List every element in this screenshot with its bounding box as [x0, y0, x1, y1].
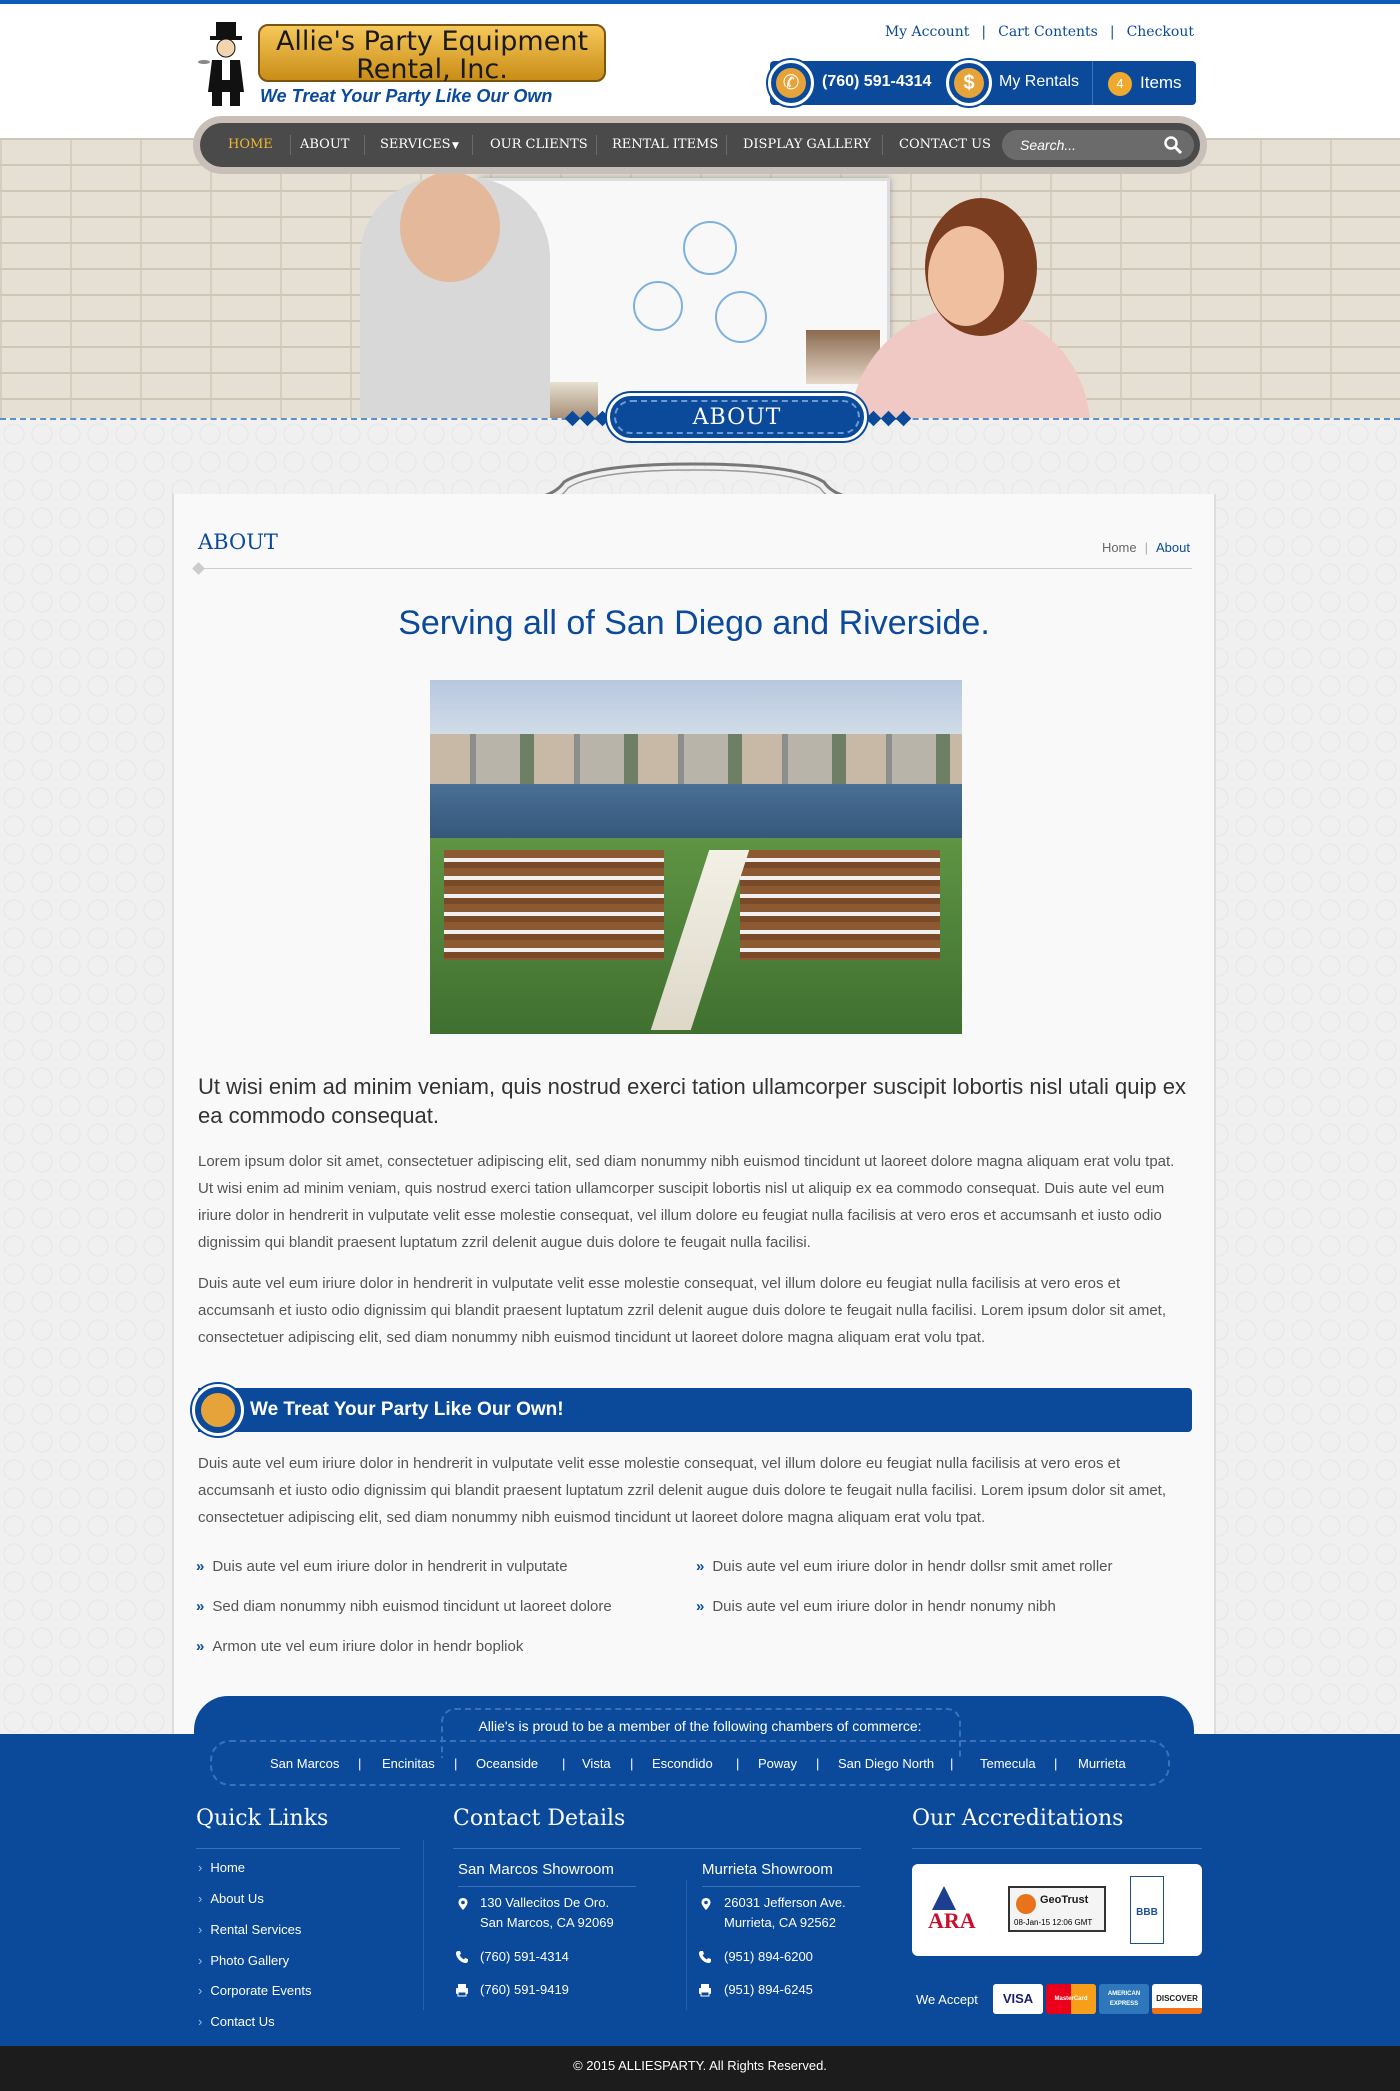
search-box [1002, 130, 1194, 160]
chamber-list [210, 1740, 1170, 1786]
chamber-encinitas[interactable]: Encinitas [382, 1756, 435, 1771]
accreditations-box [912, 1864, 1202, 1956]
svg-text:ARA: ARA [928, 1908, 976, 1933]
phone-icon [455, 1950, 469, 1964]
main-nav [200, 123, 1200, 167]
ara-logo[interactable] [926, 1882, 986, 1934]
chamber-oceanside[interactable]: Oceanside [476, 1756, 539, 1771]
photo-lake [430, 784, 962, 838]
body-paragraph-3: Duis aute vel eum iriure dolor in hendrerit in vulputate velit esse molestie consequat, vel illum dolore eu feugiat nulla facilisis at vero eros et accumsanh et iusto odio dignissim qui blandit praesent luptatum zzril delenit augue duis dolore te feugait nulla facilisi. Lorem ipsum dolor sit amet, consectetuer adipiscing elit, sed diam nonummy nibh euismod tincidunt ut laoreet dolore magna aliquam erat volu tpat. [198, 1455, 1167, 1526]
double-chevron-icon: » [696, 1598, 705, 1615]
nav-separator [472, 135, 473, 155]
chamber-san-marcos[interactable]: San Marcos [270, 1756, 340, 1771]
showroom2-fax: (951) 894-6245 [724, 1982, 813, 1997]
account-links [885, 24, 1194, 40]
nav-separator [726, 135, 727, 155]
mastercard-icon: MasterCard [1046, 1984, 1096, 2014]
phone-icon-badge [768, 60, 814, 106]
cart-items-link[interactable]: Items [1140, 73, 1182, 92]
content-panel [172, 494, 1216, 1744]
logo-plate [258, 24, 606, 85]
header-phone[interactable]: (760) 591-4314 [822, 73, 932, 90]
showroom1-fax: (760) 591-9419 [480, 1982, 569, 1997]
chevron-right-icon: › [198, 1983, 203, 1998]
dollar-icon-badge [946, 60, 992, 106]
footer-link-corporate-events[interactable]: › Corporate Events [198, 1983, 312, 1998]
geotrust-name: GeoTrust [1040, 1894, 1089, 1906]
map-pin-icon [456, 1897, 470, 1911]
chamber-title: Allie's is proud to be a member of the following chambers of commerce: [478, 1718, 922, 1734]
hero-banner [0, 138, 1400, 418]
chair-rows-left [444, 850, 664, 960]
section-heading: Serving all of San Diego and Riverside. [398, 604, 990, 642]
bullet-item: » Armon ute vel eum iriure dolor in hendr bopliok [196, 1638, 524, 1655]
party-icon [201, 1393, 235, 1427]
body-paragraph-1: Lorem ipsum dolor sit amet, consectetuer adipiscing elit, sed diam nonummy nibh euismod tincidunt ut laoreet dolore magna aliquam erat volu tpat. Ut wisi enim ad minim veniam, quis nostrud exerci tation ullamcorper suscipit lobortis nisl ut aliquip ex ea commodo consequat. Duis aute vel eum iriure dolor in hendrerit in vulputate velit esse molestie consequat, vel illum dolore eu feugiat nulla facilisis at vero eros et accumsanh et iusto odio dignissim qui blandit praesent luptatum zzril delenit augue duis dolore te feugait nulla facilisi. [198, 1153, 1175, 1251]
visa-card-icon: VISA [993, 1984, 1043, 2014]
chamber-separator: | [562, 1756, 566, 1771]
chamber-separator: | [816, 1756, 820, 1771]
bullet-item: » Duis aute vel eum iriure dolor in hendr nonumy nibh [696, 1598, 1056, 1615]
bullet-item: » Duis aute vel eum iriure dolor in hendr dollsr smit amet roller [696, 1558, 1113, 1575]
diamond-ornament-right [866, 411, 911, 425]
wedding-chairs-photo [430, 680, 962, 1034]
nav-separator [882, 135, 883, 155]
dollar-icon: $ [954, 68, 984, 98]
accreditations-title: Our Accreditations [912, 1806, 1124, 1831]
nav-separator [290, 135, 291, 155]
discover-card-icon: DISCOVER [1152, 1984, 1202, 2014]
footer-divider [458, 1886, 636, 1887]
bullet-item: » Duis aute vel eum iriure dolor in hendrerit in vulputate [196, 1558, 568, 1575]
double-chevron-icon: » [196, 1598, 205, 1615]
caret-down-icon: ▼ [452, 141, 459, 151]
showroom1-address-line1: 130 Vallecitos De Oro. [480, 1895, 610, 1910]
chamber-san-diego-north[interactable]: San Diego North [838, 1756, 935, 1771]
table-sketch [683, 221, 737, 275]
chamber-escondido[interactable]: Escondido [652, 1756, 713, 1771]
chamber-separator: | [1054, 1756, 1058, 1771]
bbb-label: BBB [1136, 1907, 1158, 1918]
nav-home[interactable]: HOME [228, 137, 273, 152]
banner-title: ABOUT [692, 405, 782, 430]
nav-separator [364, 135, 365, 155]
table-sketch [633, 281, 683, 331]
man-head [400, 172, 500, 282]
showroom2-phone[interactable]: (951) 894-6200 [724, 1949, 813, 1964]
site-logo[interactable] [198, 20, 618, 112]
page-title: ABOUT [198, 530, 278, 554]
showroom1-name: San Marcos Showroom [458, 1861, 614, 1878]
chamber-murrieta[interactable]: Murrieta [1078, 1756, 1126, 1771]
geotrust-check-icon [1016, 1894, 1036, 1914]
footer-link-home[interactable]: › Home [198, 1860, 246, 1875]
nav-about[interactable]: ABOUT [300, 137, 350, 152]
we-accept-label: We Accept [916, 1992, 978, 2007]
nav-display-gallery[interactable]: DISPLAY GALLERY [743, 137, 871, 152]
logo-line1: Allie's Party Equipment [275, 26, 589, 57]
nav-separator [596, 135, 597, 155]
cart-contents-link[interactable]: Cart Contents [998, 24, 1098, 40]
footer-link-rental-services[interactable]: › Rental Services [198, 1922, 302, 1937]
fax-icon [455, 1983, 469, 1997]
bbb-seal[interactable] [1130, 1876, 1164, 1944]
nav-contact-us[interactable]: CONTACT US [899, 137, 991, 152]
chamber-separator: | [358, 1756, 362, 1771]
my-account-link[interactable]: My Account [884, 24, 970, 40]
amex-card-icon: AMERICAN EXPRESS [1099, 1984, 1149, 2014]
chamber-temecula[interactable]: Temecula [980, 1756, 1036, 1771]
search-input[interactable] [1020, 135, 1150, 155]
double-chevron-icon: » [196, 1558, 205, 1575]
double-chevron-icon: » [196, 1638, 205, 1655]
chamber-poway[interactable]: Poway [758, 1756, 798, 1771]
banner-title-pill [607, 393, 867, 441]
footer-divider [196, 1848, 400, 1849]
showroom2-address-line1: 26031 Jefferson Ave. [724, 1895, 846, 1910]
nav-rental-items[interactable]: RENTAL ITEMS [612, 137, 719, 152]
logo-tagline: We Treat Your Party Like Our Own [260, 86, 553, 106]
chevron-right-icon: › [198, 1953, 203, 1968]
logo-line2: Rental, Inc. [356, 54, 508, 85]
chamber-vista[interactable]: Vista [582, 1756, 611, 1771]
double-chevron-icon: » [696, 1558, 705, 1575]
chamber-separator: | [950, 1756, 954, 1771]
table-sketch [715, 291, 767, 343]
cart-count-badge: 4 [1108, 72, 1132, 96]
contact-details-title: Contact Details [453, 1806, 626, 1831]
link-separator: | [981, 24, 987, 40]
my-rentals-link[interactable]: My Rentals [999, 73, 1080, 90]
breadcrumb [1102, 540, 1190, 555]
chamber-separator: | [630, 1756, 634, 1771]
bullet-item: » Sed diam nonummy nibh euismod tincidunt ut laoreet dolore [196, 1598, 612, 1615]
footer-link-about[interactable]: › About Us [198, 1891, 264, 1906]
nav-our-clients[interactable]: OUR CLIENTS [490, 137, 588, 152]
footer-divider [912, 1848, 1202, 1849]
checkout-link[interactable]: Checkout [1126, 24, 1194, 40]
breadcrumb-current: About [1156, 540, 1190, 555]
footer-column-divider [686, 1880, 687, 2010]
showroom1-phone[interactable]: (760) 591-4314 [480, 1949, 569, 1964]
fax-icon [698, 1983, 712, 1997]
woman-face [928, 226, 1004, 326]
chevron-right-icon: › [198, 1922, 203, 1937]
footer-link-contact[interactable]: › Contact Us [198, 2014, 275, 2029]
showroom2-name: Murrieta Showroom [702, 1861, 833, 1878]
chamber-separator: | [736, 1756, 740, 1771]
search-icon[interactable] [1164, 136, 1182, 154]
photo-houses [430, 734, 962, 784]
quick-links-title: Quick Links [196, 1806, 329, 1831]
link-separator: | [1109, 24, 1115, 40]
diamond-ornament-left [565, 411, 610, 425]
footer-divider [453, 1848, 861, 1849]
chair-rows-right [740, 850, 940, 960]
butler-mascot-icon [198, 22, 254, 106]
nav-services[interactable]: SERVICES [380, 137, 451, 152]
body-paragraph-2: Duis aute vel eum iriure dolor in hendrerit in vulputate velit esse molestie consequat, vel illum dolore eu feugiat nulla facilisis at vero eros et accumsanh et iusto odio dignissim qui blandit praesent luptatum zzril delenit augue duis dolore te feugait nulla facilisi. Lorem ipsum dolor sit amet, consectetuer adipiscing elit, sed diam nonummy nibh euismod tincidunt ut laoreet dolore magna aliquam erat volu tpat. [198, 1275, 1167, 1346]
tagline-strip [198, 1388, 1192, 1432]
breadcrumb-home[interactable]: Home [1101, 540, 1137, 555]
geotrust-seal[interactable] [1008, 1886, 1106, 1932]
footer-link-photo-gallery[interactable]: › Photo Gallery [198, 1953, 290, 1968]
showroom2-address-line2: Murrieta, CA 92562 [724, 1915, 837, 1930]
phone-icon [698, 1950, 712, 1964]
tagline-strip-title: We Treat Your Party Like Our Own! [250, 1399, 564, 1420]
header-info-bar [770, 61, 1196, 105]
geotrust-date: 08-Jan-15 12:06 GMT [1014, 1918, 1093, 1927]
party-icon-badge [192, 1384, 244, 1436]
chevron-right-icon: › [198, 1891, 203, 1906]
title-divider [198, 568, 1192, 569]
footer-column-divider [423, 1840, 424, 2010]
lead-paragraph: Ut wisi enim ad minim veniam, quis nostrud exerci tation ullamcorper suscipit lobortis nisl utali quip ex ea commodo consequat. [198, 1074, 1186, 1128]
chamber-separator: | [454, 1756, 458, 1771]
header [0, 4, 1400, 138]
map-pin-icon [699, 1897, 713, 1911]
phone-icon: ✆ [776, 68, 806, 98]
chevron-right-icon: › [198, 2014, 203, 2029]
info-divider [1092, 61, 1093, 105]
copyright-bar: © 2015 ALLIESPARTY. All Rights Reserved. [0, 2046, 1400, 2091]
showroom1-address-line2: San Marcos, CA 92069 [480, 1915, 614, 1930]
breadcrumb-separator: | [1144, 540, 1149, 555]
chevron-right-icon: › [198, 1860, 203, 1875]
footer-divider [702, 1886, 860, 1887]
